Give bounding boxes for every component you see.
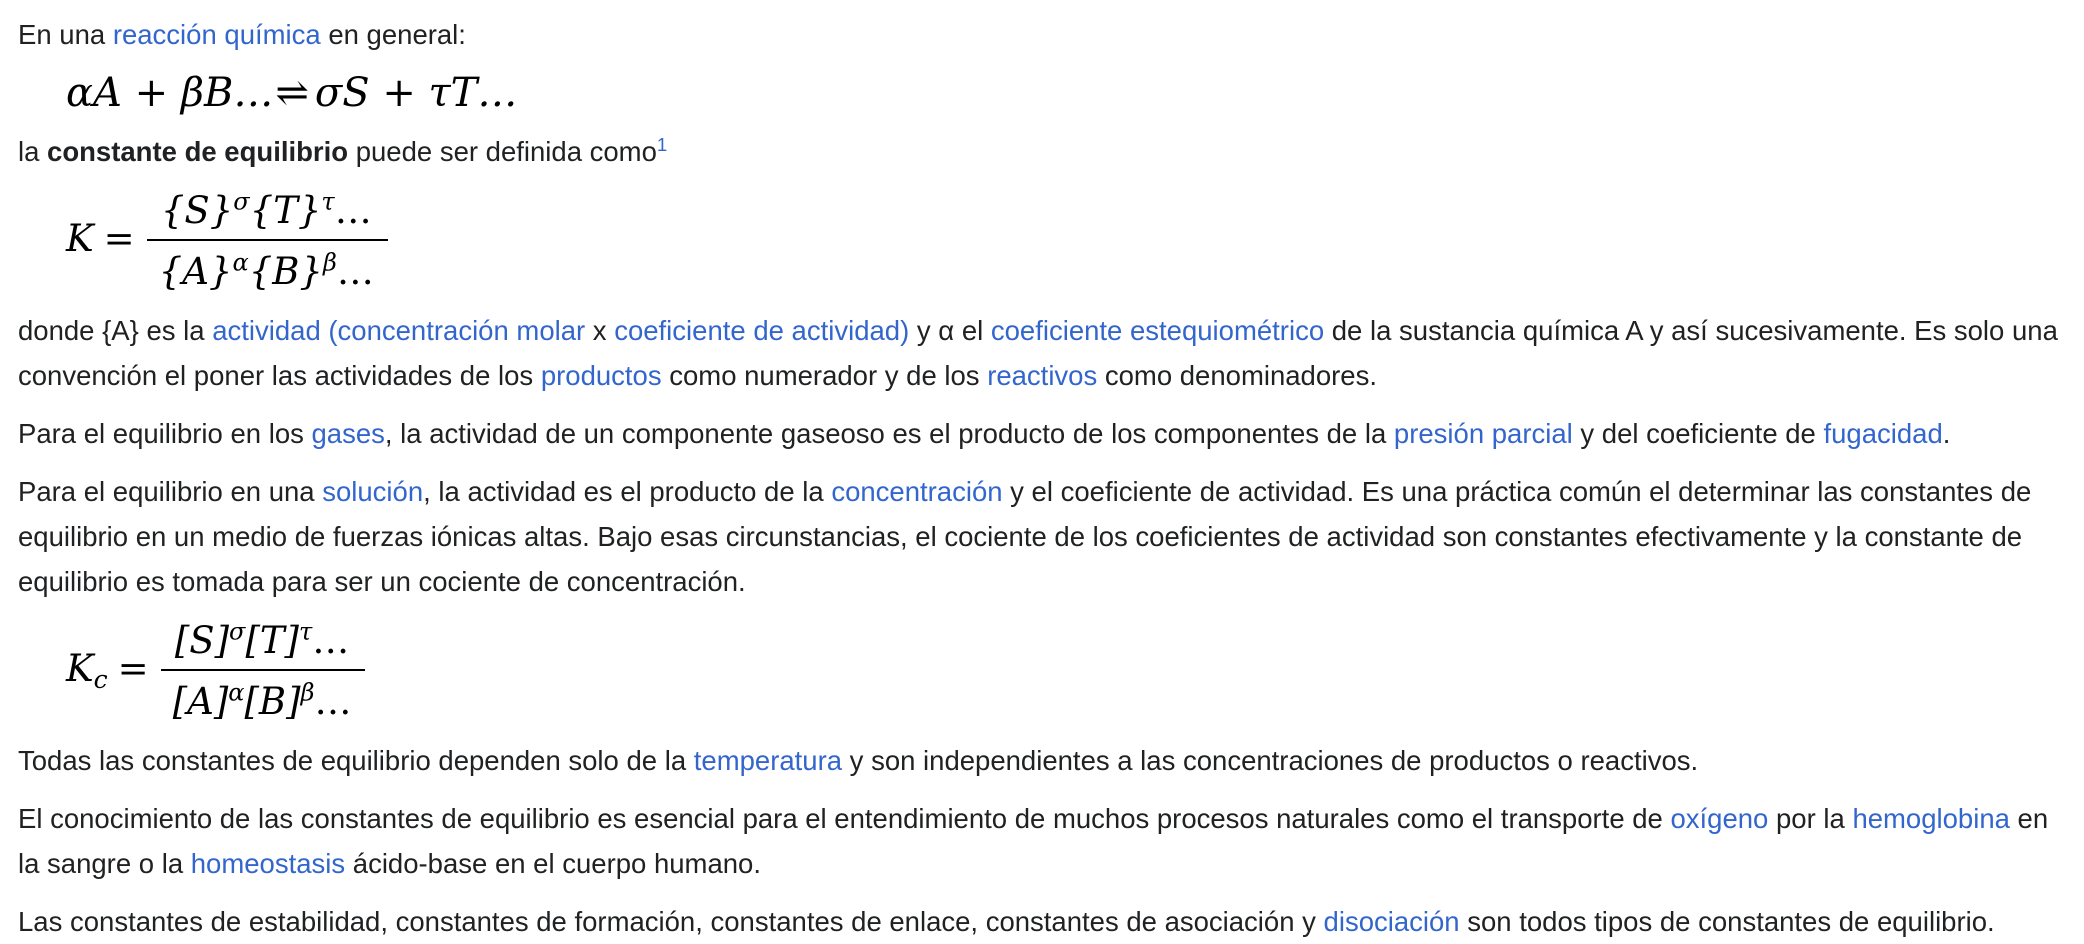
ellipsis: …: [314, 680, 354, 723]
link-homeostasis[interactable]: homeostasis: [190, 848, 346, 879]
paragraph-activity-explanation: [18, 308, 2066, 398]
denominator-term-A: {A}: [158, 250, 233, 293]
subscript-c: c: [93, 664, 108, 694]
text-segment: en la sangre o la: [18, 803, 2049, 879]
text-segment: y son independientes a las concentraciones de productos o reactivos.: [842, 745, 1699, 776]
text-segment: Todas las constantes de equilibrio dependen solo de la: [18, 745, 694, 776]
text-segment: y α el: [909, 315, 991, 346]
equals-sign: =: [103, 216, 135, 260]
ellipsis: …: [312, 619, 352, 662]
link-concentracion[interactable]: concentración: [831, 476, 1003, 507]
equals-sign: =: [117, 646, 149, 690]
fraction-numerator: [147, 187, 388, 241]
fraction: [161, 617, 366, 725]
link-coeficiente-estequiometrico[interactable]: coeficiente estequiométrico: [990, 315, 1325, 346]
text-segment: , la actividad de un componente gaseoso es el producto de los componentes de la: [384, 418, 1394, 449]
text-segment: y el coeficiente de actividad. Es una práctica común el determinar las constantes de equilibrio en un medio de fuerzas iónicas altas. Bajo esas circunstancias, el cociente de los coeficientes de actividad son constantes efectivamente y la constante de equilibrio es tomada para ser un cociente de concentración.: [18, 476, 2032, 597]
paragraph-intro: [18, 12, 2066, 57]
text-segment: ácido-base en el cuerpo humano.: [345, 848, 761, 879]
link-fugacidad[interactable]: fugacidad: [1823, 418, 1943, 449]
text-segment: son todos tipos de constantes de equilibrio.: [1459, 906, 1995, 937]
reaction-rhs: σS + τT…: [314, 70, 518, 116]
paragraph-procesos-naturales: [18, 796, 2066, 886]
text-segment: la: [18, 136, 48, 167]
exponent-alpha: α: [228, 678, 245, 707]
ellipsis: …: [334, 189, 374, 232]
formula-k-activities: [66, 187, 2066, 295]
exponent-tau: τ: [299, 617, 313, 646]
numerator-term-T: [T]: [245, 619, 299, 662]
denominator-term-B: [B]: [244, 680, 301, 723]
link-presion-parcial[interactable]: presión parcial: [1393, 418, 1573, 449]
text-segment: por la: [1768, 803, 1853, 834]
exponent-alpha: α: [232, 248, 249, 277]
link-solucion[interactable]: solución: [322, 476, 424, 507]
link-reaccion-quimica[interactable]: reacción química: [112, 19, 321, 50]
text-segment: x: [585, 315, 615, 346]
link-disociacion[interactable]: disociación: [1323, 906, 1460, 937]
numerator-term-S: [S]: [174, 619, 230, 662]
exponent-beta: β: [300, 678, 315, 707]
formula-reaction-equation: [66, 70, 2066, 116]
ellipsis: …: [336, 250, 376, 293]
text-segment: Para el equilibrio en los: [18, 418, 312, 449]
link-concentracion-molar[interactable]: (concentración molar: [328, 315, 586, 346]
exponent-beta: β: [322, 248, 337, 277]
k-letter: K: [66, 646, 94, 690]
text-segment: , la actividad es el producto de la: [423, 476, 832, 507]
text-segment: como denominadores.: [1097, 360, 1377, 391]
denominator-term-B: {B}: [248, 250, 323, 293]
link-oxigeno[interactable]: oxígeno: [1670, 803, 1769, 834]
text-segment: Para el equilibrio en una: [18, 476, 323, 507]
text-segment: y del coeficiente de: [1572, 418, 1824, 449]
text-segment: de la sustancia química A y así sucesivamente. Es solo una convención el poner las actividades de los: [18, 315, 2058, 391]
exponent-tau: τ: [321, 187, 335, 216]
text-segment: puede ser definida como: [348, 136, 657, 167]
text-segment: .: [1942, 418, 1951, 449]
denominator-term-A: [A]: [172, 680, 229, 723]
reaction-lhs: αA + βB…: [66, 70, 274, 116]
numerator-term-S: {S}: [160, 189, 234, 232]
reference-superscript: [657, 134, 667, 155]
bold-term-constante-de-equilibrio: constante de equilibrio: [47, 136, 349, 167]
fraction-numerator: [161, 617, 366, 671]
fraction: [147, 187, 388, 295]
equilibrium-harpoons-symbol: ⇌: [275, 70, 309, 116]
paragraph-gases: [18, 411, 2066, 456]
link-reactivos[interactable]: reactivos: [987, 360, 1098, 391]
formula-kc-concentrations: [66, 617, 2066, 725]
link-coeficiente-de-actividad[interactable]: coeficiente de actividad): [614, 315, 910, 346]
fraction-denominator: [161, 671, 366, 725]
paragraph-definition-lead: [18, 129, 2066, 174]
text-segment: como numerador y de los: [661, 360, 988, 391]
numerator-term-T: {T}: [249, 189, 322, 232]
link-actividad[interactable]: actividad: [212, 315, 321, 346]
text-segment: donde {A} es la: [18, 315, 213, 346]
k-symbol: K: [66, 216, 94, 260]
exponent-sigma: σ: [229, 617, 246, 646]
reference-link-1[interactable]: 1: [656, 133, 668, 155]
text-segment: El conocimiento de las constantes de equilibrio es esencial para el entendimiento de muchos procesos naturales como el transporte de: [18, 803, 1671, 834]
paragraph-tipos-de-constantes: [18, 899, 2066, 944]
paragraph-temperatura: [18, 738, 2066, 783]
link-temperatura[interactable]: temperatura: [693, 745, 843, 776]
link-productos[interactable]: productos: [540, 360, 662, 391]
paragraph-solucion: [18, 469, 2066, 604]
kc-symbol: [66, 646, 108, 694]
fraction-denominator: [147, 241, 388, 295]
exponent-sigma: σ: [233, 187, 250, 216]
text-segment: Las constantes de estabilidad, constantes de formación, constantes de enlace, constantes de asociación y: [18, 906, 1324, 937]
text-segment: en general:: [320, 19, 466, 50]
link-gases[interactable]: gases: [311, 418, 385, 449]
text-segment: En una: [18, 19, 113, 50]
link-hemoglobina[interactable]: hemoglobina: [1852, 803, 2010, 834]
